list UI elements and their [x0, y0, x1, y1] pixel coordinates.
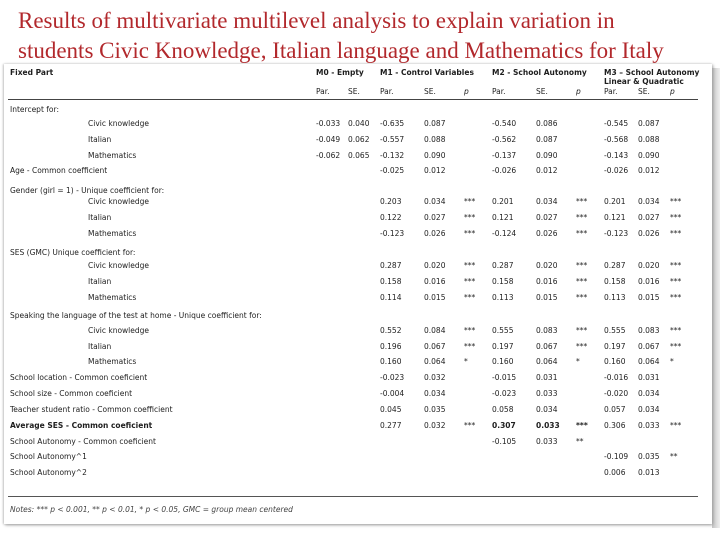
cell-m1-par: -0.557	[380, 135, 405, 144]
cell-m2-p: ***	[576, 261, 588, 270]
row-label: Mathematics	[88, 293, 137, 302]
cell-m2-par: -0.026	[492, 166, 517, 175]
cell-m3-se: 0.090	[638, 151, 660, 160]
cell-m2-p: ***	[576, 342, 588, 351]
cell-m2-p: ***	[576, 277, 588, 286]
cell-m2-par: -0.124	[492, 229, 517, 238]
cell-m1-p: ***	[464, 229, 476, 238]
row-label: Mathematics	[88, 357, 137, 366]
cell-m3-p: ***	[670, 293, 682, 302]
row-label: School Autonomy^1	[10, 452, 87, 461]
cell-m2-se: 0.033	[536, 421, 560, 430]
header-m2-par: Par.	[492, 87, 506, 96]
header-m2-p: p	[576, 87, 581, 96]
cell-m3-se: 0.034	[638, 389, 660, 398]
cell-m1-p: ***	[464, 197, 476, 206]
cell-m3-par: -0.109	[604, 452, 629, 461]
cell-m2-par: -0.023	[492, 389, 517, 398]
sheet-shadow-edge	[712, 68, 720, 528]
cell-m3-par: 0.121	[604, 213, 626, 222]
cell-m3-se: 0.012	[638, 166, 660, 175]
row-label: Italian	[88, 277, 112, 286]
cell-m3-p: ***	[670, 342, 682, 351]
header-divider	[8, 99, 698, 100]
header-m1-p: p	[464, 87, 469, 96]
header-m2: M2 - School Autonomy	[492, 68, 587, 77]
row-label: Mathematics	[88, 229, 137, 238]
cell-m1-p: ***	[464, 421, 476, 430]
cell-m3-p: ***	[670, 277, 682, 286]
cell-m3-par: 0.201	[604, 197, 626, 206]
cell-m1-se: 0.016	[424, 277, 446, 286]
cell-m1-par: 0.158	[380, 277, 402, 286]
cell-m0-par: -0.062	[316, 151, 341, 160]
cell-m1-se: 0.015	[424, 293, 446, 302]
row-label: Civic knowledge	[88, 261, 150, 270]
section-intercept: Intercept for:	[10, 105, 59, 114]
cell-m3-par: 0.160	[604, 357, 626, 366]
cell-m2-p: ***	[576, 229, 588, 238]
row-label: Italian	[88, 342, 112, 351]
cell-m3-p: ***	[670, 213, 682, 222]
cell-m2-par: 0.197	[492, 342, 514, 351]
cell-m1-p: ***	[464, 293, 476, 302]
cell-m3-se: 0.020	[638, 261, 660, 270]
cell-m2-se: 0.086	[536, 119, 558, 128]
header-m3-par: Par.	[604, 87, 618, 96]
cell-m3-se: 0.027	[638, 213, 660, 222]
notes-divider	[8, 496, 698, 497]
row-label: Civic knowledge	[88, 119, 150, 128]
cell-m1-se: 0.064	[424, 357, 446, 366]
cell-m3-p: ***	[670, 197, 682, 206]
cell-m2-p: ***	[576, 421, 588, 430]
cell-m1-se: 0.032	[424, 421, 446, 430]
table-notes: Notes: *** p < 0.001, ** p < 0.01, * p < 0.05, GMC = group mean centered	[10, 505, 293, 514]
row-label: Italian	[88, 135, 112, 144]
cell-m3-se: 0.034	[638, 405, 660, 414]
cell-m1-se: 0.090	[424, 151, 446, 160]
cell-m2-p: ***	[576, 197, 588, 206]
cell-m2-par: 0.113	[492, 293, 514, 302]
cell-m3-se: 0.026	[638, 229, 660, 238]
cell-m2-se: 0.083	[536, 326, 558, 335]
cell-m1-par: 0.160	[380, 357, 402, 366]
cell-m2-se: 0.015	[536, 293, 558, 302]
header-m1-se: SE.	[424, 87, 436, 96]
row-label: Civic knowledge	[88, 197, 150, 206]
header-m3-p: p	[670, 87, 675, 96]
cell-m1-se: 0.012	[424, 166, 446, 175]
results-table-sheet	[4, 64, 712, 524]
header-m0: M0 - Empty	[316, 68, 364, 77]
cell-m1-p: ***	[464, 213, 476, 222]
cell-m3-p: ***	[670, 261, 682, 270]
cell-m2-se: 0.067	[536, 342, 558, 351]
cell-m3-p: **	[670, 452, 678, 461]
cell-m2-se: 0.090	[536, 151, 558, 160]
cell-m2-se: 0.087	[536, 135, 558, 144]
cell-m3-se: 0.035	[638, 452, 660, 461]
cell-m1-se: 0.084	[424, 326, 446, 335]
cell-m3-par: 0.287	[604, 261, 626, 270]
cell-m2-se: 0.034	[536, 405, 558, 414]
cell-m2-par: 0.058	[492, 405, 514, 414]
cell-m2-se: 0.064	[536, 357, 558, 366]
cell-m3-par: -0.020	[604, 389, 629, 398]
cell-m2-se: 0.016	[536, 277, 558, 286]
section-speaking: Speaking the language of the test at home - Unique coefficient for:	[10, 311, 262, 320]
cell-m1-par: 0.196	[380, 342, 402, 351]
header-m3-line2: Linear & Quadratic	[604, 77, 684, 86]
row-label: Civic knowledge	[88, 326, 150, 335]
row-label: School location - Common coeficient	[10, 373, 148, 382]
cell-m0-se: 0.040	[348, 119, 370, 128]
cell-m3-p: ***	[670, 229, 682, 238]
cell-m1-se: 0.035	[424, 405, 446, 414]
cell-m3-par: 0.057	[604, 405, 626, 414]
cell-m3-par: -0.123	[604, 229, 629, 238]
cell-m2-se: 0.027	[536, 213, 558, 222]
cell-m3-par: -0.026	[604, 166, 629, 175]
header-m1: M1 - Control Variables	[380, 68, 474, 77]
cell-m2-par: 0.307	[492, 421, 516, 430]
header-m3-se: SE.	[638, 87, 650, 96]
cell-m3-par: 0.006	[604, 468, 626, 477]
slide-title	[18, 6, 708, 66]
cell-m1-se: 0.034	[424, 389, 446, 398]
cell-m1-p: ***	[464, 261, 476, 270]
cell-m3-par: 0.197	[604, 342, 626, 351]
cell-m1-se: 0.087	[424, 119, 446, 128]
cell-m1-par: 0.114	[380, 293, 402, 302]
cell-m1-se: 0.026	[424, 229, 446, 238]
row-label: Teacher student ratio - Common coefficient	[10, 405, 173, 414]
cell-m3-par: 0.158	[604, 277, 626, 286]
cell-m3-par: -0.016	[604, 373, 629, 382]
cell-m1-p: *	[464, 357, 468, 366]
cell-m3-par: -0.545	[604, 119, 629, 128]
cell-m3-se: 0.034	[638, 197, 660, 206]
cell-m3-par: -0.568	[604, 135, 629, 144]
cell-m3-se: 0.016	[638, 277, 660, 286]
cell-m1-par: 0.122	[380, 213, 402, 222]
row-label: School Autonomy - Common coeficient	[10, 437, 156, 446]
cell-m3-par: 0.555	[604, 326, 626, 335]
cell-m2-par: 0.201	[492, 197, 514, 206]
cell-m1-par: -0.004	[380, 389, 405, 398]
header-m1-par: Par.	[380, 87, 394, 96]
cell-m2-par: -0.015	[492, 373, 517, 382]
row-label: School size - Common coeficient	[10, 389, 133, 398]
cell-m1-se: 0.027	[424, 213, 446, 222]
header-m0-se: SE.	[348, 87, 360, 96]
cell-m1-par: 0.277	[380, 421, 402, 430]
cell-m1-par: 0.552	[380, 326, 402, 335]
cell-m1-par: 0.203	[380, 197, 402, 206]
cell-m2-se: 0.033	[536, 389, 558, 398]
cell-m3-par: -0.143	[604, 151, 629, 160]
cell-m2-se: 0.033	[536, 437, 558, 446]
cell-m3-se: 0.067	[638, 342, 660, 351]
cell-m2-par: 0.160	[492, 357, 514, 366]
cell-m2-par: 0.158	[492, 277, 514, 286]
row-label: Mathematics	[88, 151, 137, 160]
cell-m2-se: 0.031	[536, 373, 558, 382]
cell-m1-par: -0.025	[380, 166, 405, 175]
cell-m2-p: ***	[576, 293, 588, 302]
cell-m1-se: 0.034	[424, 197, 446, 206]
cell-m3-p: ***	[670, 421, 682, 430]
cell-m2-par: 0.287	[492, 261, 514, 270]
header-m3-line1: M3 – School Autonomy	[604, 68, 700, 77]
cell-m2-par: -0.540	[492, 119, 517, 128]
cell-m2-p: ***	[576, 326, 588, 335]
header-fixed-part: Fixed Part	[10, 68, 54, 77]
cell-m0-se: 0.065	[348, 151, 370, 160]
cell-m1-se: 0.067	[424, 342, 446, 351]
row-label: Age - Common coefficient	[10, 166, 108, 175]
row-label: School Autonomy^2	[10, 468, 87, 477]
cell-m2-p: *	[576, 357, 580, 366]
cell-m3-se: 0.013	[638, 468, 660, 477]
cell-m2-par: -0.562	[492, 135, 517, 144]
cell-m3-se: 0.064	[638, 357, 660, 366]
cell-m1-par: -0.123	[380, 229, 405, 238]
cell-m3-p: ***	[670, 326, 682, 335]
cell-m3-par: 0.113	[604, 293, 626, 302]
row-label: Average SES - Common coeficient	[10, 421, 153, 430]
cell-m2-p: ***	[576, 213, 588, 222]
cell-m0-par: -0.049	[316, 135, 341, 144]
header-m0-par: Par.	[316, 87, 330, 96]
row-label: Italian	[88, 213, 112, 222]
cell-m1-par: -0.132	[380, 151, 405, 160]
cell-m2-se: 0.020	[536, 261, 558, 270]
cell-m2-par: -0.137	[492, 151, 517, 160]
cell-m1-par: -0.023	[380, 373, 405, 382]
cell-m2-par: -0.105	[492, 437, 517, 446]
cell-m1-par: -0.635	[380, 119, 405, 128]
cell-m1-p: ***	[464, 326, 476, 335]
cell-m1-p: ***	[464, 277, 476, 286]
cell-m0-par: -0.033	[316, 119, 341, 128]
cell-m2-par: 0.121	[492, 213, 514, 222]
header-m2-se: SE.	[536, 87, 548, 96]
cell-m3-se: 0.088	[638, 135, 660, 144]
cell-m1-par: 0.287	[380, 261, 402, 270]
section-ses: SES (GMC) Unique coefficient for:	[10, 248, 136, 257]
cell-m3-se: 0.087	[638, 119, 660, 128]
cell-m3-se: 0.031	[638, 373, 660, 382]
cell-m2-par: 0.555	[492, 326, 514, 335]
section-gender: Gender (girl = 1) - Unique coefficient for:	[10, 186, 165, 195]
cell-m2-se: 0.012	[536, 166, 558, 175]
cell-m3-p: *	[670, 357, 674, 366]
cell-m3-se: 0.015	[638, 293, 660, 302]
cell-m3-se: 0.083	[638, 326, 660, 335]
cell-m1-p: ***	[464, 342, 476, 351]
cell-m1-se: 0.088	[424, 135, 446, 144]
cell-m2-se: 0.026	[536, 229, 558, 238]
cell-m1-se: 0.032	[424, 373, 446, 382]
cell-m2-se: 0.034	[536, 197, 558, 206]
cell-m2-p: **	[576, 437, 584, 446]
cell-m1-se: 0.020	[424, 261, 446, 270]
slide-title-line-1: Results of multivariate multilevel analysis to explain variation in	[18, 8, 615, 33]
cell-m1-par: 0.045	[380, 405, 402, 414]
cell-m3-par: 0.306	[604, 421, 626, 430]
cell-m3-se: 0.033	[638, 421, 660, 430]
cell-m0-se: 0.062	[348, 135, 370, 144]
slide-title-line-2: students Civic Knowledge, Italian language and Mathematics for Italy	[18, 38, 664, 63]
